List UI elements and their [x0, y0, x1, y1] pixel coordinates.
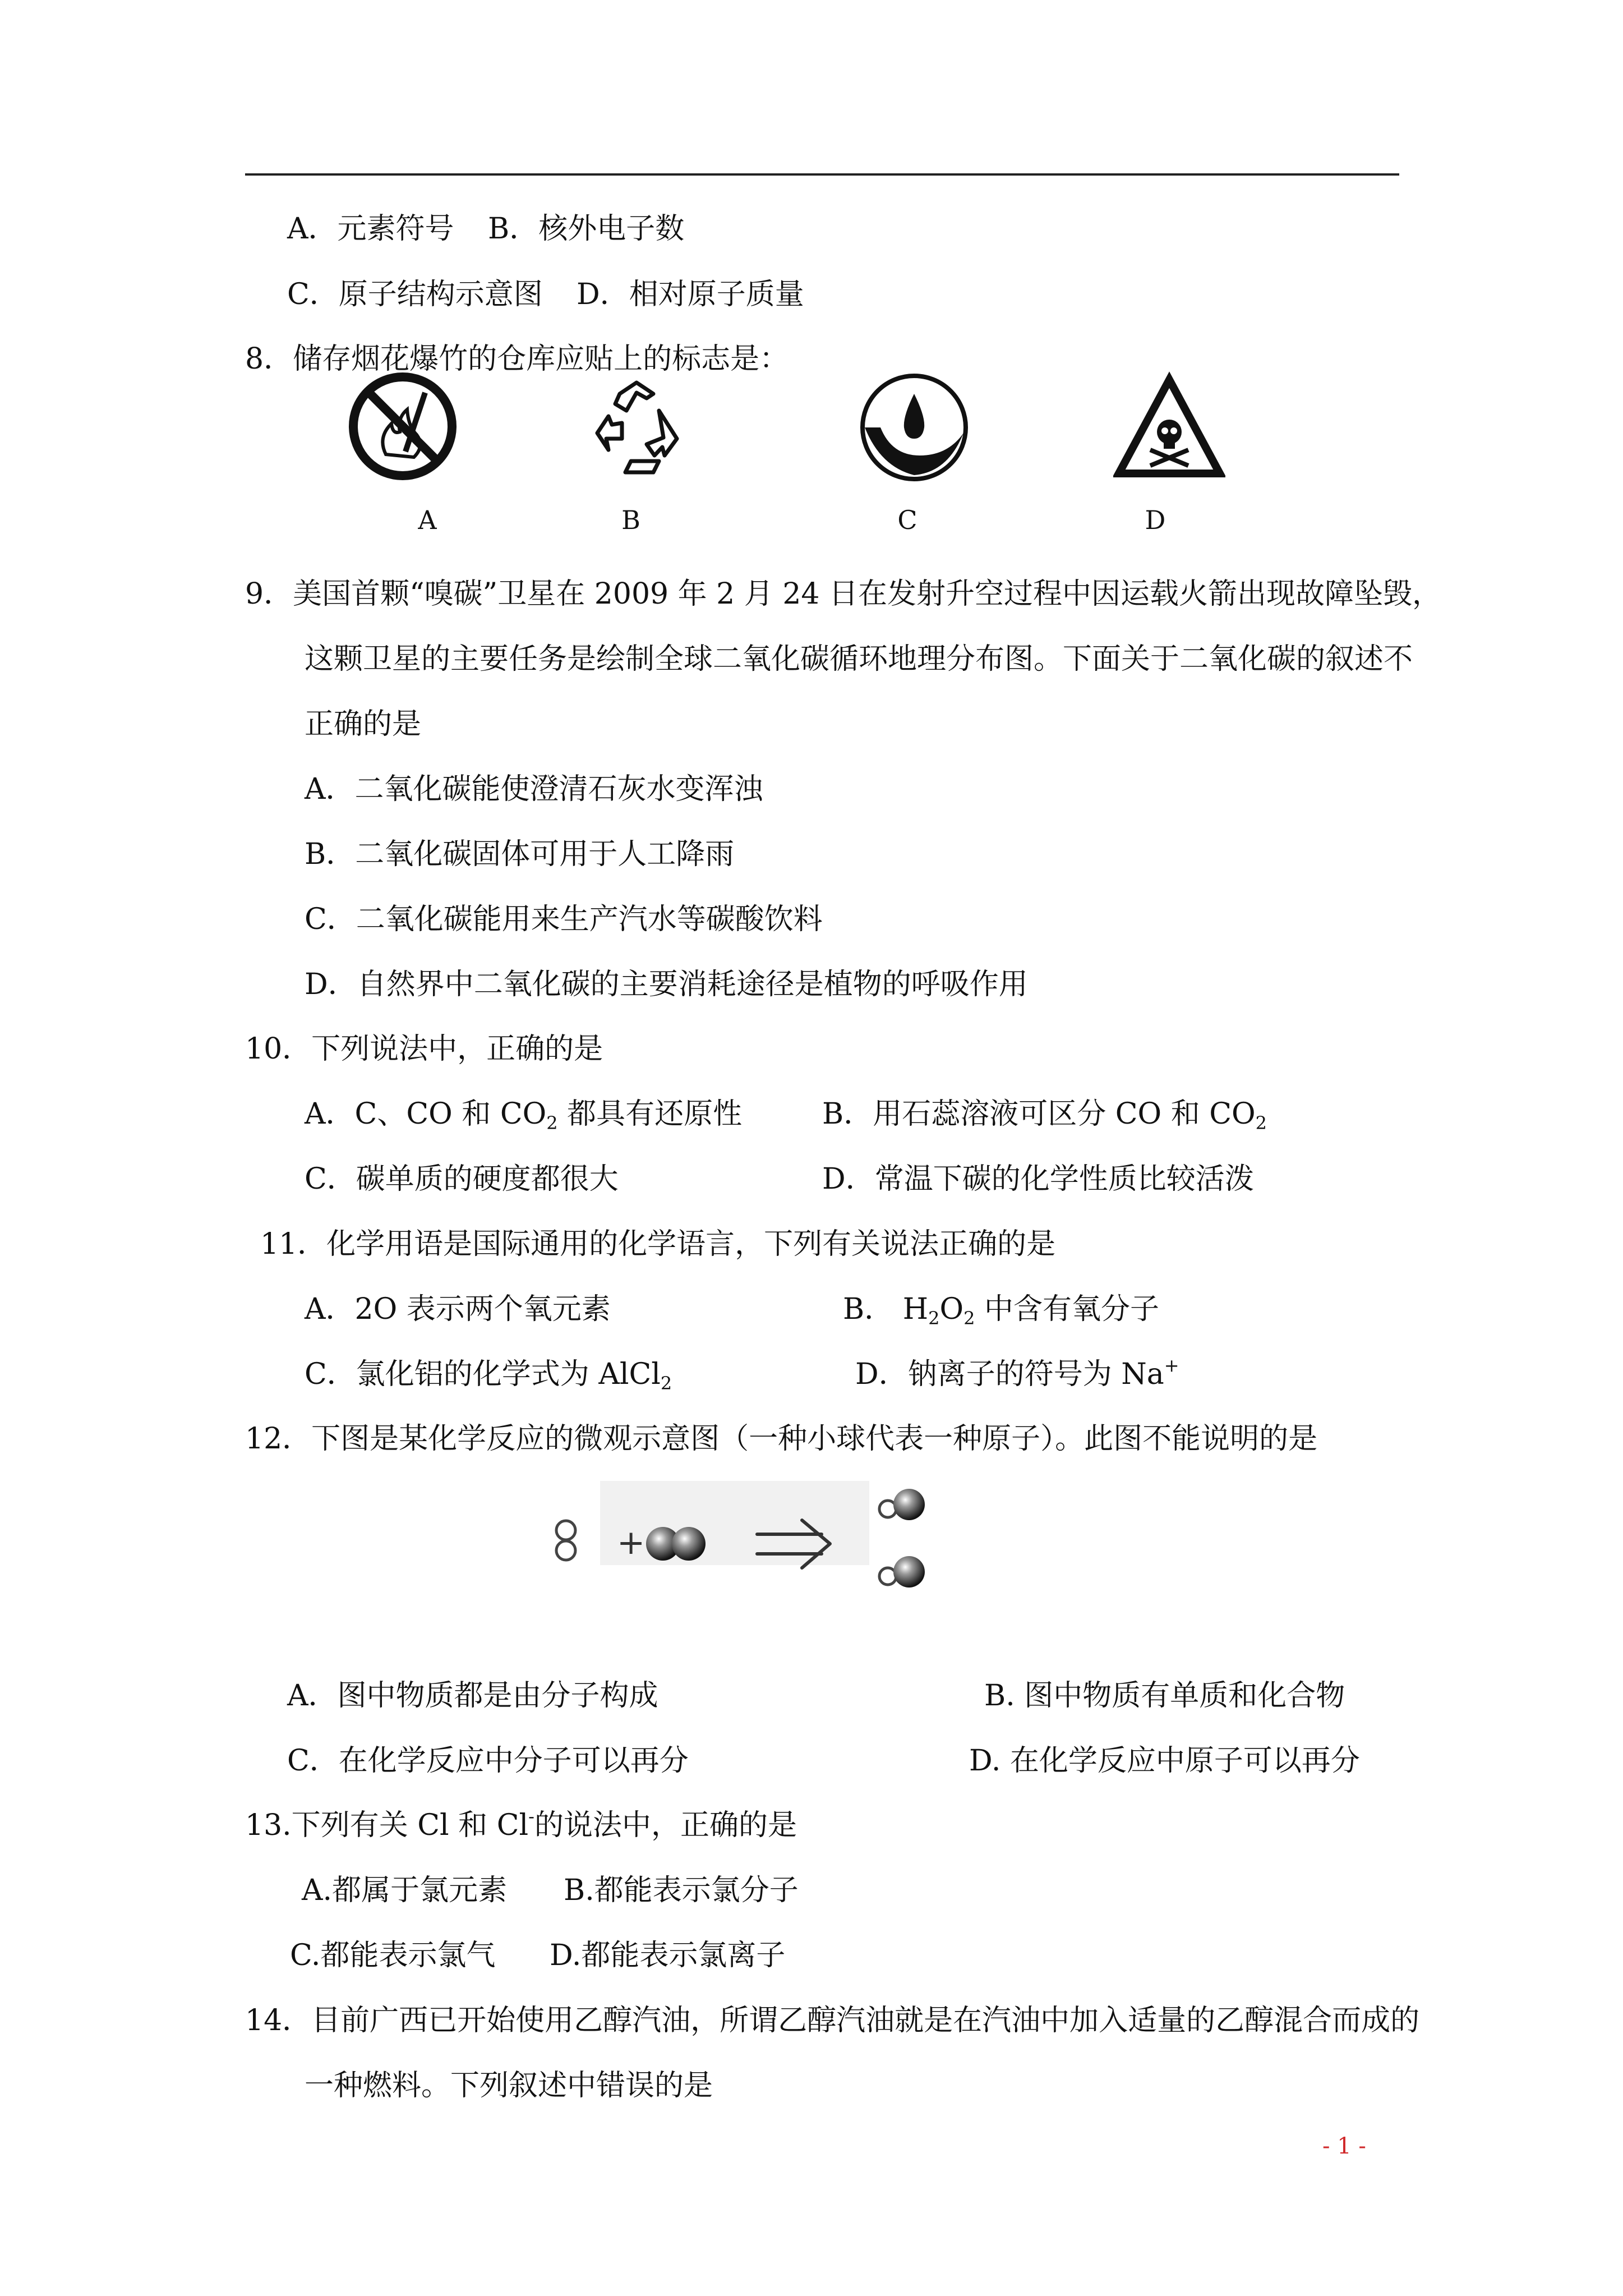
q13-option-a: A.都属于氯元素 — [302, 1874, 508, 1907]
q10-option-b: B．用石蕊溶液可区分 CO 和 $CO_2$ — [822, 1097, 1267, 1134]
q8-stem: 8．储存烟花爆竹的仓库应贴上的标志是： — [245, 342, 789, 376]
plus-sign: + — [617, 1523, 645, 1562]
page-number: - 1 - — [1322, 2133, 1366, 2159]
q7-option-a: A．元素符号 — [287, 212, 454, 246]
q10-option-d: D．常温下碳的化学性质比较活泼 — [822, 1162, 1254, 1196]
q11-stem: 11．化学用语是国际通用的化学语言，下列有关说法正确的是 — [260, 1227, 1056, 1261]
q7-option-c: C．原子结构示意图 — [287, 278, 543, 311]
q11-option-a: A．2O 表示两个氧元素 — [305, 1292, 611, 1326]
q9-stem-line-1: 9．美国首颗“嗅碳”卫星在 2009 年 2 月 24 日在发射升空过程中因运载火箭出现故障坠毁， — [245, 577, 1442, 611]
header-rule — [245, 173, 1399, 176]
q13-option-c: C.都能表示氯气 — [290, 1939, 496, 1972]
q9-option-b: B．二氧化碳固体可用于人工降雨 — [305, 838, 735, 871]
q8-option-label-a: A — [418, 505, 437, 535]
small-atom-molecule — [556, 1521, 575, 1560]
q13-option-d: D.都能表示氯离子 — [550, 1939, 786, 1972]
q12-option-b: B. 图中物质有单质和化合物 — [984, 1679, 1345, 1713]
q11-option-b: B． $H_2O_2$ 中含有氧分子 — [843, 1292, 1159, 1329]
toxic-icon — [1113, 371, 1225, 484]
q8-option-label-b: B — [621, 505, 640, 535]
water-saving-icon — [858, 371, 970, 484]
q8-option-label-d: D — [1145, 505, 1166, 535]
q7-option-d: D．相对原子质量 — [577, 278, 804, 311]
reaction-diagram — [538, 1475, 953, 1610]
q9-option-c: C．二氧化碳能用来生产汽水等碳酸饮料 — [305, 903, 823, 936]
q9-option-d: D．自然界中二氧化碳的主要消耗途径是植物的呼吸作用 — [305, 968, 1028, 1001]
q8-option-label-c: C — [897, 505, 917, 535]
q12-option-d: D. 在化学反应中原子可以再分 — [969, 1744, 1360, 1778]
q13-option-b: B.都能表示氯分子 — [564, 1874, 799, 1907]
q11-option-c: C．氯化铝的化学式为 AlCl$_2$ — [305, 1358, 672, 1394]
q10-stem: 10．下列说法中，正确的是 — [245, 1032, 603, 1066]
q9-stem-line-3: 正确的是 — [305, 707, 422, 741]
q7-option-b: B．核外电子数 — [488, 212, 685, 246]
q12-option-a: A．图中物质都是由分子构成 — [287, 1679, 658, 1713]
q14-stem-line-2: 一种燃料。下列叙述中错误的是 — [305, 2069, 713, 2102]
q10-option-a: A．C、CO 和 $CO_2$ 都具有还原性 — [305, 1097, 743, 1134]
product-molecule-2 — [879, 1556, 925, 1588]
recycle-icon — [580, 371, 693, 484]
q9-option-a: A．二氧化碳能使澄清石灰水变浑浊 — [305, 772, 763, 806]
q12-option-c: C．在化学反应中分子可以再分 — [287, 1744, 689, 1778]
no-fire-icon — [347, 370, 459, 482]
q10-option-c: C．碳单质的硬度都很大 — [305, 1162, 619, 1196]
q12-stem: 12．下图是某化学反应的微观示意图（一种小球代表一种原子）。此图不能说明的是 — [245, 1422, 1318, 1456]
q14-stem-line-1: 14．目前广西已开始使用乙醇汽油，所谓乙醇汽油就是在汽油中加入适量的乙醇混合而成的 — [245, 2004, 1420, 2037]
q9-stem-line-2: 这颗卫星的主要任务是绘制全球二氧化碳循环地理分布图。下面关于二氧化碳的叙述不 — [305, 642, 1413, 676]
product-molecule-1 — [879, 1489, 925, 1520]
q11-option-d: D．钠离子的符号为 Na+ — [855, 1355, 1179, 1391]
q13-stem: 13.下列有关 Cl 和 Cl-的说法中，正确的是 — [245, 1806, 797, 1842]
